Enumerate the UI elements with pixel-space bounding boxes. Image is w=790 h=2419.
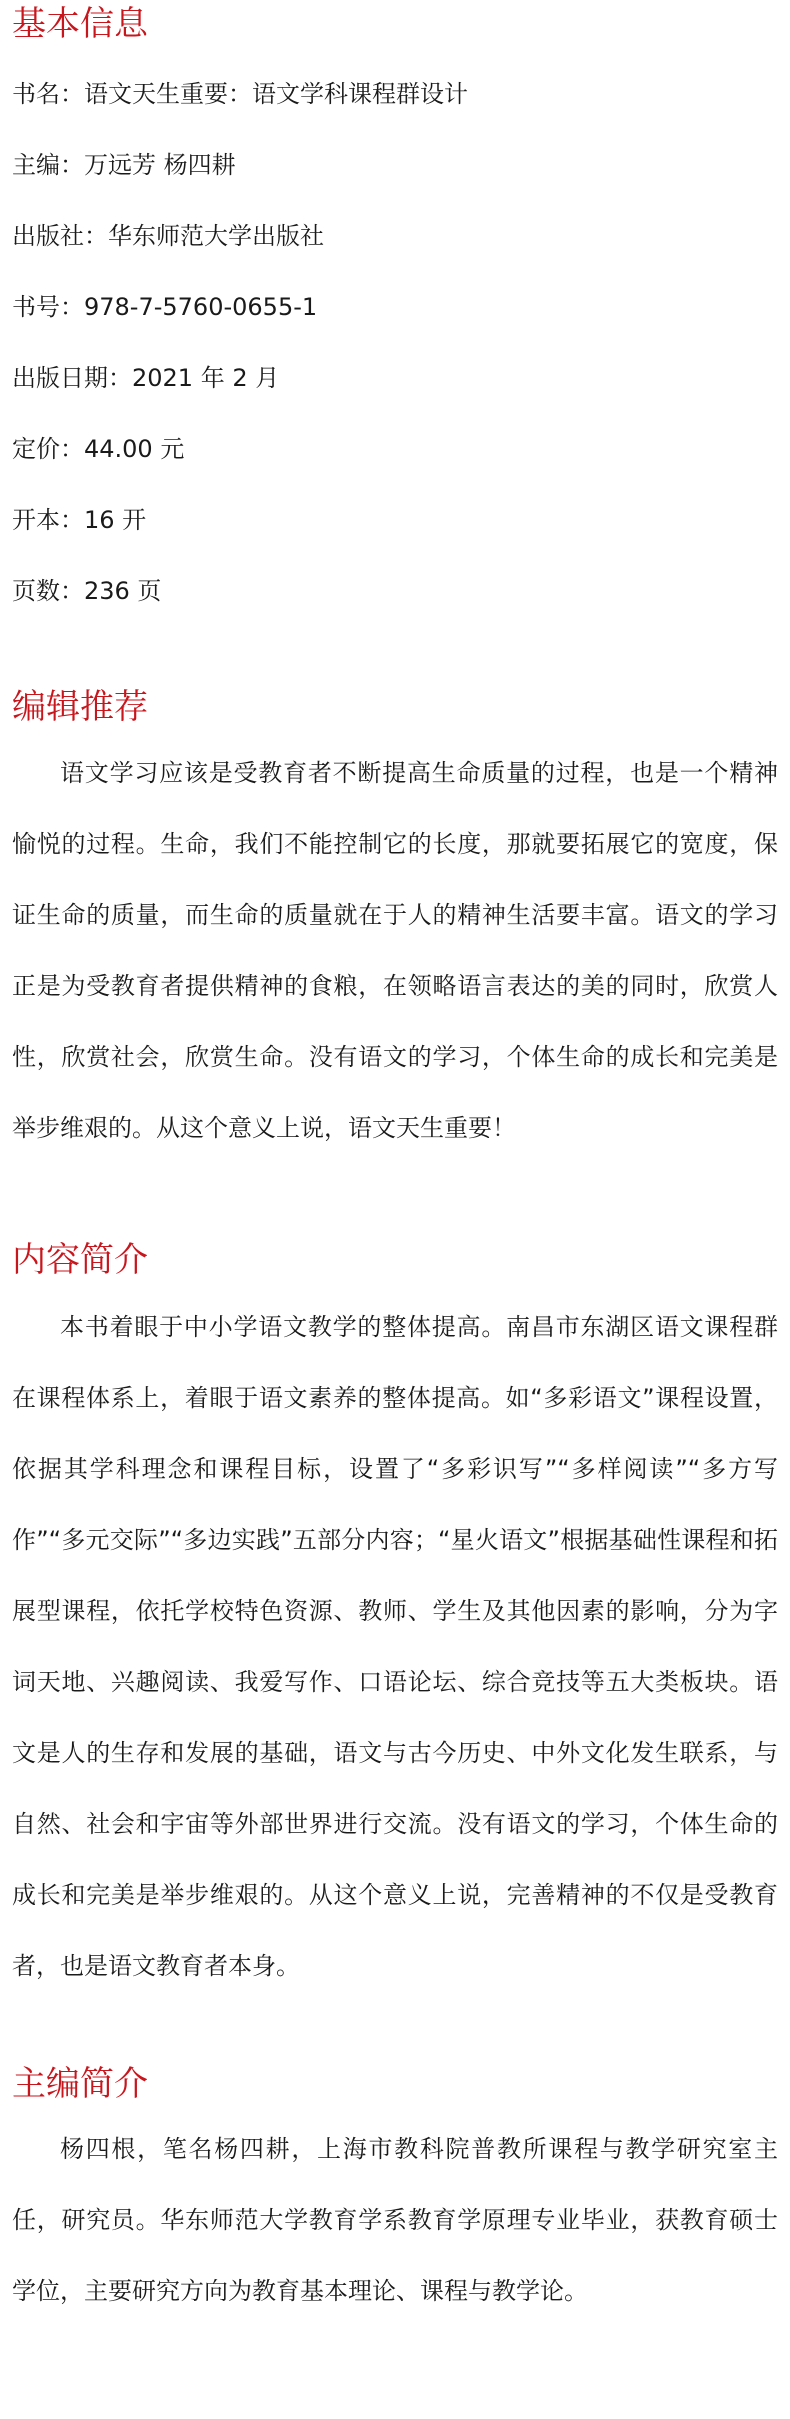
format-field: 开本：16 开 [12,506,147,534]
content-intro-heading: 内容简介 [12,1240,148,1280]
page-count-field: 页数：236 页 [12,577,162,605]
editors-field: 主编：万远芳 杨四耕 [12,151,236,179]
basic-info-list [12,78,778,607]
publisher-field: 出版社：华东师范大学出版社 [12,222,324,250]
publish-date-field: 出版日期：2021 年 2 月 [12,364,280,392]
book-info-page [0,2,790,2327]
editor-profile-text: 杨四根，笔名杨四耕，上海市教科院普教所课程与教学研究室主任，研究员。华东师范大学教育学系教育学原理专业毕业，获教育硕士学位，主要研究方向为教育基本理论、课程与教学论。 [12,2135,778,2305]
editor-recommendation-heading: 编辑推荐 [12,687,148,727]
editor-profile-heading: 主编简介 [12,2064,148,2104]
price-field: 定价：44.00 元 [12,435,185,463]
basic-info-heading: 基本信息 [12,4,148,44]
book-title-field: 书名：语文天生重要：语文学科课程群设计 [12,80,468,108]
editor-recommendation-text: 语文学习应该是受教育者不断提高生命质量的过程，也是一个精神愉悦的过程。生命，我们不能控制它的长度，那就要拓展它的宽度，保证生命的质量，而生命的质量就在于人的精神生活要丰富。语文的学习正是为受教育者提供精神的食粮，在领略语言表达的美的同时，欣赏人性，欣赏社会，欣赏生命。没有语文的学习，个体生命的成长和完美是举步维艰的。从这个意义上说，语文天生重要！ [12,759,778,1142]
isbn-field: 书号：978-7-5760-0655-1 [12,293,318,321]
content-intro-text: 本书着眼于中小学语文教学的整体提高。南昌市东湖区语文课程群在课程体系上，着眼于语文素养的整体提高。如“多彩语文”课程设置，依据其学科理念和课程目标，设置了“多彩识写”“多样阅读”“多方写作”“多元交际”“多边实践”五部分内容；“星火语文”根据基础性课程和拓展型课程，依托学校特色资源、教师、学生及其他因素的影响，分为字词天地、兴趣阅读、我爱写作、口语论坛、综合竞技等五大类板块。语文是人的生存和发展的基础，语文与古今历史、中外文化发生联系，与自然、社会和宇宙等外部世界进行交流。没有语文的学习，个体生命的成长和完美是举步维艰的。从这个意义上说，完善精神的不仅是受教育者，也是语文教育者本身。 [12,1313,778,1980]
